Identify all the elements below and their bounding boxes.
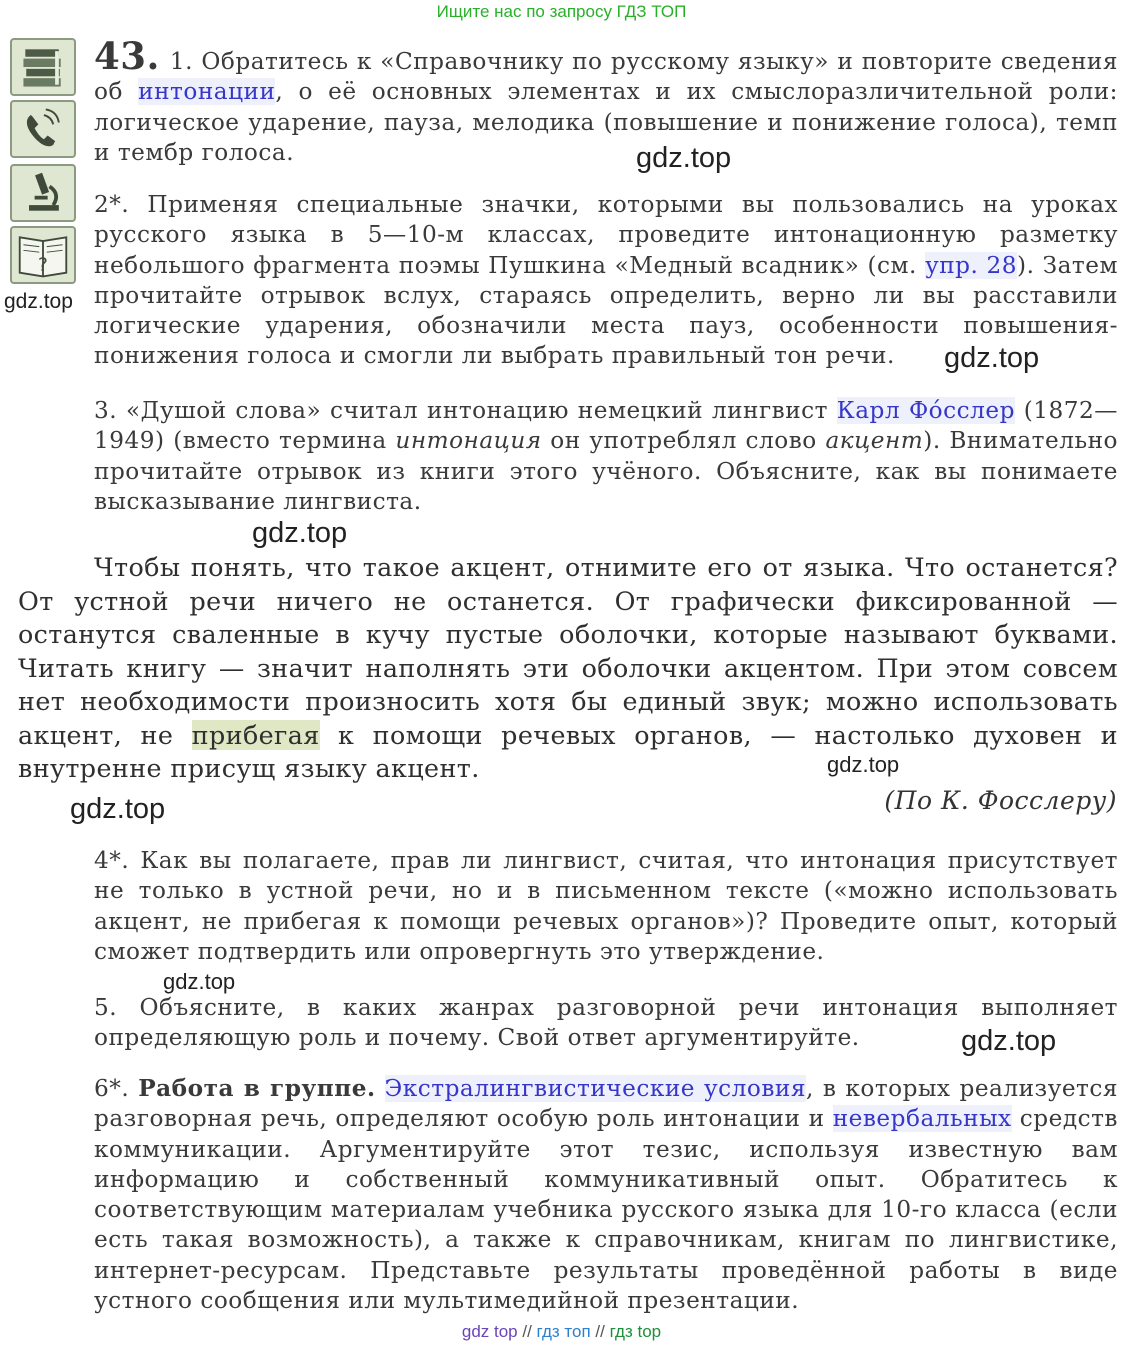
task-6: 6*. Работа в группе. Экстралингвистические условия, в которых реализуется разговорная речь, определяют особую роль интонации и невербальных средств коммуникации. Аргументируйте этот тезис, используя известную вам информацию и собственный коммуникативный опыт. Обратитесь к соответствующим материалам учебника русского языка для 10-го класса (если есть такая возможность), а также к справочникам, книгам по лингвистике, интернет-ресурсам. Представьте результаты проведённой работы в виде устного сообщения или мультимедийной презентации.: [94, 1075, 1119, 1315]
top-banner: Ищите нас по запросу ГДЗ ТОП: [436, 2, 687, 21]
task-2-number: 2*.: [94, 191, 130, 218]
watermark: gdz.top: [70, 793, 166, 825]
watermark: gdz.top: [252, 517, 348, 549]
watermark: gdz.top: [163, 969, 236, 994]
watermark: gdz.top: [636, 142, 732, 174]
microscope-icon: [10, 164, 76, 222]
task-3-number: 3.: [94, 397, 118, 424]
link-exercise-28[interactable]: упр. 28: [925, 251, 1018, 279]
task-2: 2*. Применяя специальные значки, которыми вы пользовались на уроках русского языка в 5—10-м классах, проведите интонационную разметку небольшого фрагмента поэмы Пушкина «Медный всадник» (см. упр. 28). Затем прочитайте отрывок вслух, стараясь определить, верно ли вы расставили логические ударения, обозначили места пауз, особенности повышения-понижения голоса и смогли ли выбрать правильный тон речи.: [94, 191, 1119, 370]
task-3: 3. «Душой слова» считал интонацию немецкий лингвист Карл Фóсслер (1872—1949) (вместо термина интонация он употреблял слово акцент). Внимательно прочитайте отрывок из книги этого учёного. Объясните, как вы понимаете высказывание лингвиста.: [94, 397, 1119, 515]
task-6-number: 6*.: [94, 1075, 130, 1102]
task-5-number: 5.: [94, 994, 118, 1021]
exercise-number: 43.: [94, 34, 160, 78]
book-question-icon: [10, 226, 76, 284]
link-karl-vossler[interactable]: Карл Фóсслер: [836, 397, 1015, 424]
link-nonverbal[interactable]: невербальных: [832, 1105, 1012, 1133]
watermark: gdz.top: [827, 752, 900, 777]
task-1-number: 1.: [169, 48, 193, 75]
watermark: gdz.top: [4, 290, 73, 313]
quote-source: (По К. Фосслеру): [884, 786, 1117, 815]
bottom-banner: gdz top // гдз топ // гдз top: [461, 1322, 662, 1341]
task-1: 43. 1. Обратитесь к «Справочнику по русскому языку» и повторите сведения об интонации, о её основных элементах и их смыслоразличительной роли: логическое ударение, пауза, мелодика (повышение и понижение голоса), темп и тембр голоса.: [94, 34, 1118, 166]
highlighted-word: прибегая: [191, 719, 320, 750]
svg-text:?: ?: [38, 254, 48, 276]
books-icon: [10, 38, 76, 96]
group-work-label: Работа в группе.: [138, 1075, 376, 1102]
link-extralinguistic[interactable]: Экстралингвистические условия: [384, 1075, 806, 1102]
task-4: 4*. Как вы полагаете, прав ли лингвист, считая, что интонация присутствует не только в устной речи, но и в письменном тексте («можно использовать акцент, не прибегая к помощи речевых органов»)? Проведите опыт, который сможет подтвердить или опровергнуть это утверждение.: [94, 847, 1118, 965]
watermark: gdz.top: [961, 1025, 1057, 1057]
task-5: 5. Объясните, в каких жанрах разговорной речи интонация выполняет определяющую роль и почему. Свой ответ аргументируйте.: [94, 994, 1119, 1052]
link-intonation[interactable]: интонации: [138, 78, 276, 106]
watermark: gdz.top: [944, 342, 1040, 374]
phone-icon: [10, 100, 76, 158]
task-4-number: 4*.: [94, 847, 130, 874]
quote-text: Чтобы понять, что такое акцент, отнимите его от языка. Что останется? От устной речи ничего не останется. От графически фиксированной — останутся сваленные в кучу пустые оболочки, которые называют буквами. Читать книгу — значит наполнять эти оболочки акцентом. При этом совсем нет необходимости произносить хотя бы единый звук; можно использовать акцент, не прибегая к помощи речевых органов, — настолько духовен и внутренне присущ языку акцент.: [18, 552, 1118, 783]
